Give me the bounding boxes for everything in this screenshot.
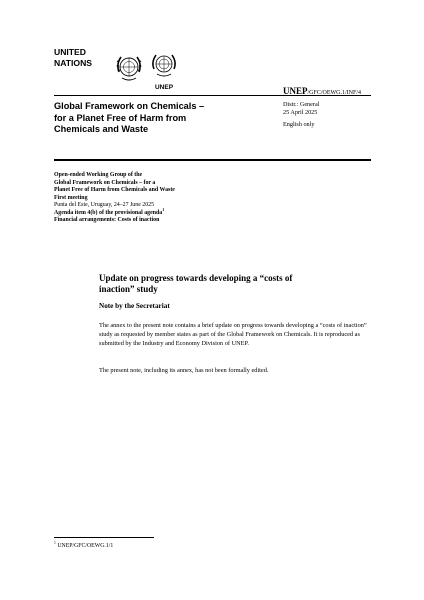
- meeting-line-2: Global Framework on Chemicals – for a: [54, 179, 156, 186]
- footnote-text: UNEP/GFC/OEWG.1/1: [55, 543, 114, 549]
- agenda-item: [54, 206, 274, 218]
- framework-title-line-1: Global Framework on Chemicals –: [54, 101, 205, 111]
- framework-title-line-3: Chemicals and Waste: [54, 124, 149, 135]
- document-symbol-suffix: /GFC/OEWG.1/INF/4: [307, 90, 362, 96]
- unep-logo-text: UNEP: [154, 84, 174, 91]
- meeting-location-dates: Punta del Este, Uruguay, 24–27 June 2025: [54, 202, 155, 208]
- unep-emblem-icon: [149, 52, 179, 79]
- language-note: English only: [283, 120, 315, 128]
- agenda-footnote-marker: 1: [162, 206, 165, 212]
- organization-line-2: NATIONS: [54, 57, 93, 68]
- organization-line-1: UNITED: [54, 47, 86, 57]
- meeting-line-1: Open-ended Working Group of the: [54, 172, 143, 178]
- unep-logo: [149, 52, 179, 91]
- agenda-item-title: Financial arrangements: Costs of inaction: [54, 217, 160, 223]
- meeting-session: First meeting: [54, 194, 88, 201]
- footnote-rule: [54, 537, 154, 538]
- document-title: [99, 273, 339, 295]
- un-emblem-icon: [113, 52, 145, 84]
- distribution-label: Distr.: General: [283, 101, 320, 108]
- title-rule: [54, 159, 371, 161]
- meeting-line-3: Planet Free of Harm from Chemicals and Waste: [54, 187, 175, 193]
- meeting-info: [54, 172, 274, 225]
- document-title-line-2: inaction” study: [99, 284, 158, 294]
- document-symbol-main: UNEP: [283, 86, 308, 96]
- document-title-line-1: Update on progress towards developing a “costs of: [99, 273, 293, 283]
- note-by-secretariat: Note by the Secretariat: [99, 302, 170, 310]
- body-paragraph-2: The present note, including its annex, has not been formally edited.: [99, 367, 269, 374]
- framework-title: [54, 101, 254, 136]
- header-rule: [54, 95, 371, 96]
- document-date: 25 April 2025: [283, 109, 318, 117]
- distribution-info: [283, 101, 319, 129]
- agenda-item-text: Agenda item 4(b) of the provisional agenda: [54, 209, 163, 216]
- framework-title-line-2: for a Planet Free of Harm from: [54, 112, 187, 123]
- footnote-marker: 1: [54, 541, 56, 546]
- footnote: [54, 543, 113, 549]
- body-paragraph-1: The annex to the present note contains a brief update on progress towards developing a “costs of inaction” study as requested by member states as part of the Global Framework on Chemicals. It is reproduced as submitted by the Industry and Economy Division of UNEP.: [99, 322, 367, 347]
- organization-name: [54, 47, 92, 68]
